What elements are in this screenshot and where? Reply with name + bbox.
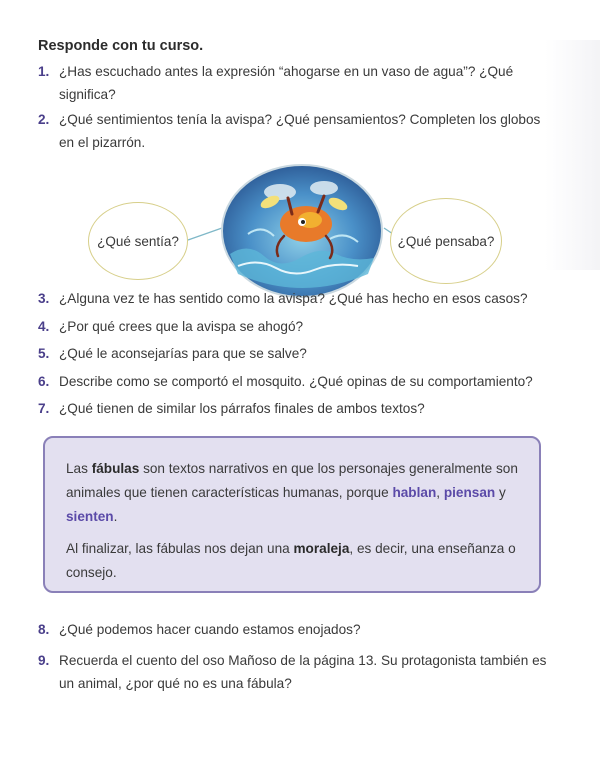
keyword-hablan: hablan	[392, 485, 437, 500]
question-text: Recuerda el cuento del oso Mañoso de la página 13. Su protagonista también es un animal, ¿por qué no es una fábula?	[59, 653, 547, 691]
bubble-thoughts[interactable]	[390, 198, 502, 284]
keyword-piensan: piensan	[443, 485, 496, 500]
question-text: Describe como se comportó el mosquito. ¿Qué opinas de su comportamiento?	[59, 374, 533, 389]
question-number: 7.	[38, 401, 50, 416]
question-number: 4.	[38, 319, 50, 334]
text-run: ,	[436, 485, 444, 500]
moral-paragraph	[66, 537, 526, 585]
text-run: y	[495, 485, 506, 500]
question-text: ¿Qué sentimientos tenía la avispa? ¿Qué pensamientos? Completen los globos en el pizarrón.	[59, 112, 541, 150]
text-run: son textos narrativos en que los personajes generalmente son animales que tienen características humanas, porque	[66, 461, 518, 500]
question-number: 9.	[38, 653, 50, 668]
question-text: ¿Has escuchado antes la expresión “ahogarse en un vaso de agua”? ¿Qué significa?	[59, 64, 514, 102]
question-number: 8.	[38, 622, 50, 637]
keyword-moraleja: moraleja	[293, 541, 350, 556]
question-number: 2.	[38, 112, 50, 127]
question-3	[38, 287, 558, 310]
section-heading: Responde con tu curso.	[38, 38, 204, 54]
question-number: 5.	[38, 346, 50, 361]
bubble-feelings-label: ¿Qué sentía?	[97, 233, 179, 249]
question-number: 1.	[38, 64, 50, 79]
fable-definition-paragraph	[66, 457, 526, 529]
question-text: ¿Qué podemos hacer cuando estamos enojados?	[59, 622, 361, 637]
text-run: Las	[66, 461, 92, 476]
question-text: ¿Qué le aconsejarías para que se salve?	[59, 346, 307, 361]
bubble-thoughts-label: ¿Qué pensaba?	[397, 233, 495, 249]
wasp-drowning-illustration	[218, 162, 386, 300]
bubble-feelings[interactable]	[88, 202, 188, 280]
question-8	[38, 618, 558, 641]
question-text: ¿Alguna vez te has sentido como la avispa? ¿Qué has hecho en esos casos?	[59, 291, 528, 306]
question-5	[38, 342, 558, 365]
question-9	[38, 649, 558, 695]
question-number: 3.	[38, 291, 50, 306]
question-number: 6.	[38, 374, 50, 389]
keyword-sienten: sienten	[66, 509, 114, 524]
keyword-fabulas: fábulas	[91, 461, 140, 476]
question-6	[38, 370, 558, 393]
question-text: ¿Qué tienen de similar los párrafos finales de ambos textos?	[59, 401, 425, 416]
question-text: ¿Por qué crees que la avispa se ahogó?	[59, 319, 304, 334]
text-run: .	[113, 509, 118, 524]
question-1	[38, 60, 558, 106]
text-run: , es decir, una enseñanza o consejo.	[66, 541, 516, 580]
text-run: Al finalizar, las fábulas nos dejan una	[66, 541, 294, 556]
question-7	[38, 397, 558, 420]
question-2	[38, 108, 558, 154]
question-4	[38, 315, 558, 338]
